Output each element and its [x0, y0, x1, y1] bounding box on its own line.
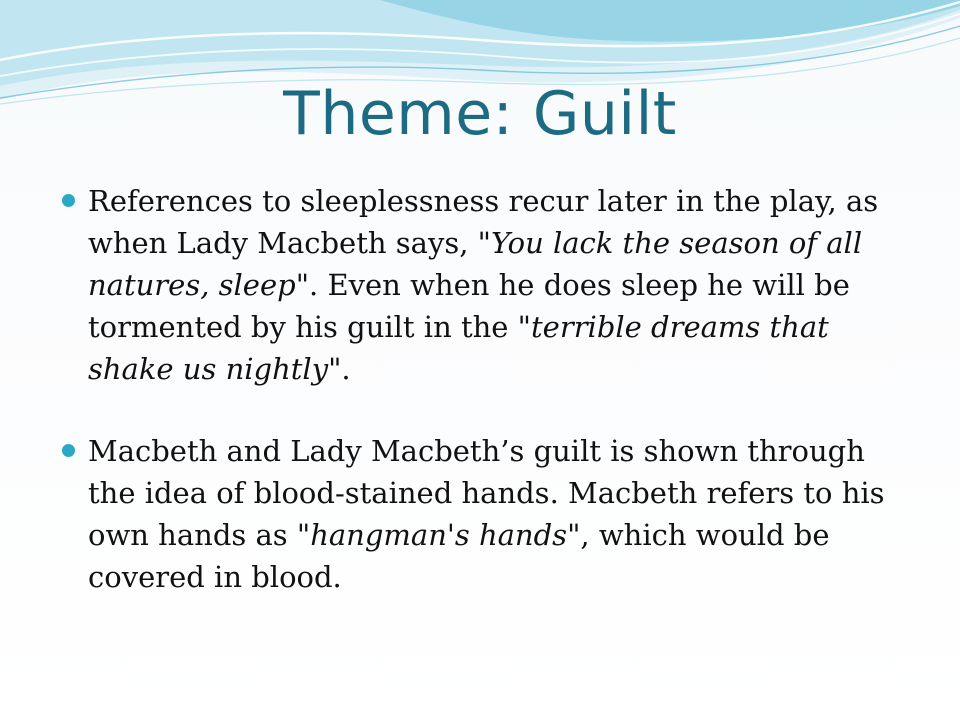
- slide-title: Theme: Guilt: [283, 79, 677, 149]
- text-segment: ", which would be covered in blood.: [88, 518, 830, 594]
- text-segment: ". Even when he does sleep he will be tormented by his guilt in the ": [88, 268, 850, 344]
- quote-segment: You lack the season of all natures, sleep: [88, 226, 863, 302]
- bullet-text: [88, 180, 910, 390]
- bullet-text: [88, 430, 910, 598]
- bullet-dot-icon: [62, 194, 75, 207]
- bullet-dot-icon: [62, 444, 75, 457]
- text-segment: ".: [328, 352, 351, 386]
- bullet-list: [60, 180, 910, 638]
- text-segment: Macbeth and Lady Macbeth’s guilt is shown through the idea of blood-stained hands. Macbeth refers to his own hands as ": [88, 434, 885, 552]
- text-segment: References to sleeplessness recur later in the play, as when Lady Macbeth says, ": [88, 184, 879, 260]
- bullet-item-blood-stained-hands: [60, 430, 910, 598]
- bullet-item-sleeplessness: [60, 180, 910, 390]
- quote-segment: terrible dreams that shake us nightly: [88, 310, 829, 386]
- quote-segment: hangman's hands: [310, 518, 568, 552]
